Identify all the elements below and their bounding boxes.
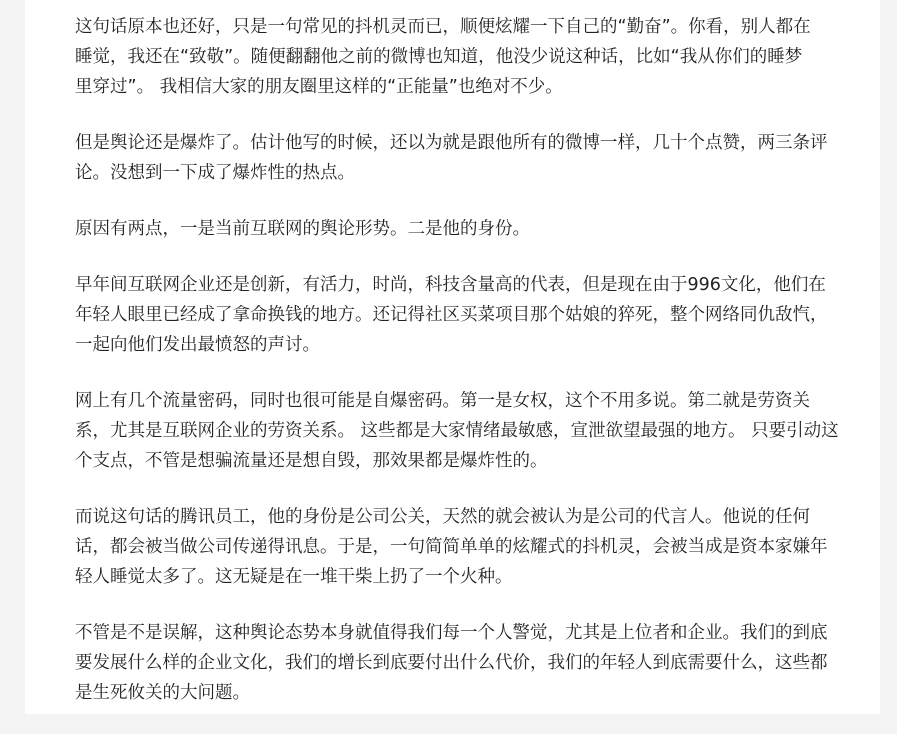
article-paragraph <box>75 128 897 188</box>
paragraph-line: 论。没想到一下成了爆炸性的热点。 <box>75 163 355 183</box>
article-paragraph <box>75 502 897 592</box>
paragraph-line: 不管是不是误解，这种舆论态势本身就值得我们每一个人警觉，尤其是上位者和企业。我们的到底 <box>75 623 828 643</box>
paragraph-line: 要发展什么样的企业文化，我们的增长到底要付出什么代价，我们的年轻人到底需要什么，这些都 <box>75 653 828 673</box>
article-card <box>25 0 880 714</box>
paragraph-line: 一起向他们发出最愤怒的声讨。 <box>75 335 320 355</box>
paragraph-line: 早年间互联网企业还是创新，有活力，时尚，科技含量高的代表，但是现在由于996文化，他们在 <box>75 275 826 295</box>
paragraph-line: 网上有几个流量密码，同时也很可能是自爆密码。第一是女权，这个不用多说。第二就是劳资关 <box>75 391 810 411</box>
paragraph-line: 睡觉，我还在“致敬”。随便翻翻他之前的微博也知道，他没少说这种话，比如“我从你们的睡梦 <box>75 47 803 67</box>
article-body <box>75 12 897 734</box>
article-paragraph <box>75 12 897 102</box>
article-paragraph <box>75 618 897 708</box>
paragraph-line: 年轻人眼里已经成了拿命换钱的地方。还记得社区买菜项目那个姑娘的猝死，整个网络同仇敌忾， <box>75 305 828 325</box>
paragraph-line: 里穿过”。 我相信大家的朋友圈里这样的“正能量”也绝对不少。 <box>75 77 563 97</box>
paragraph-line: 是生死攸关的大问题。 <box>75 683 250 703</box>
paragraph-line: 轻人睡觉太多了。这无疑是在一堆干柴上扔了一个火种。 <box>75 567 513 587</box>
article-paragraph <box>75 214 897 244</box>
paragraph-line: 而说这句话的腾讯员工，他的身份是公司公关，天然的就会被认为是公司的代言人。他说的任何 <box>75 507 810 527</box>
paragraph-line: 系，尤其是互联网企业的劳资关系。 这些都是大家情绪最敏感，宣泄欲望最强的地方。 只要引动这 <box>75 421 839 441</box>
paragraph-line: 原因有两点，一是当前互联网的舆论形势。二是他的身份。 <box>75 219 530 239</box>
paragraph-line: 这句话原本也还好，只是一句常见的抖机灵而已，顺便炫耀一下自己的“勤奋”。你看，别人都在 <box>75 17 811 37</box>
paragraph-line: 个支点，不管是想骗流量还是想自毁，那效果都是爆炸性的。 <box>75 451 548 471</box>
article-paragraph <box>75 386 897 476</box>
article-paragraph <box>75 270 897 360</box>
paragraph-line: 但是舆论还是爆炸了。估计他写的时候，还以为就是跟他所有的微博一样，几十个点赞，两三条评 <box>75 133 828 153</box>
paragraph-line: 话，都会被当做公司传递得讯息。于是，一句简简单单的炫耀式的抖机灵，会被当成是资本家嫌年 <box>75 537 828 557</box>
